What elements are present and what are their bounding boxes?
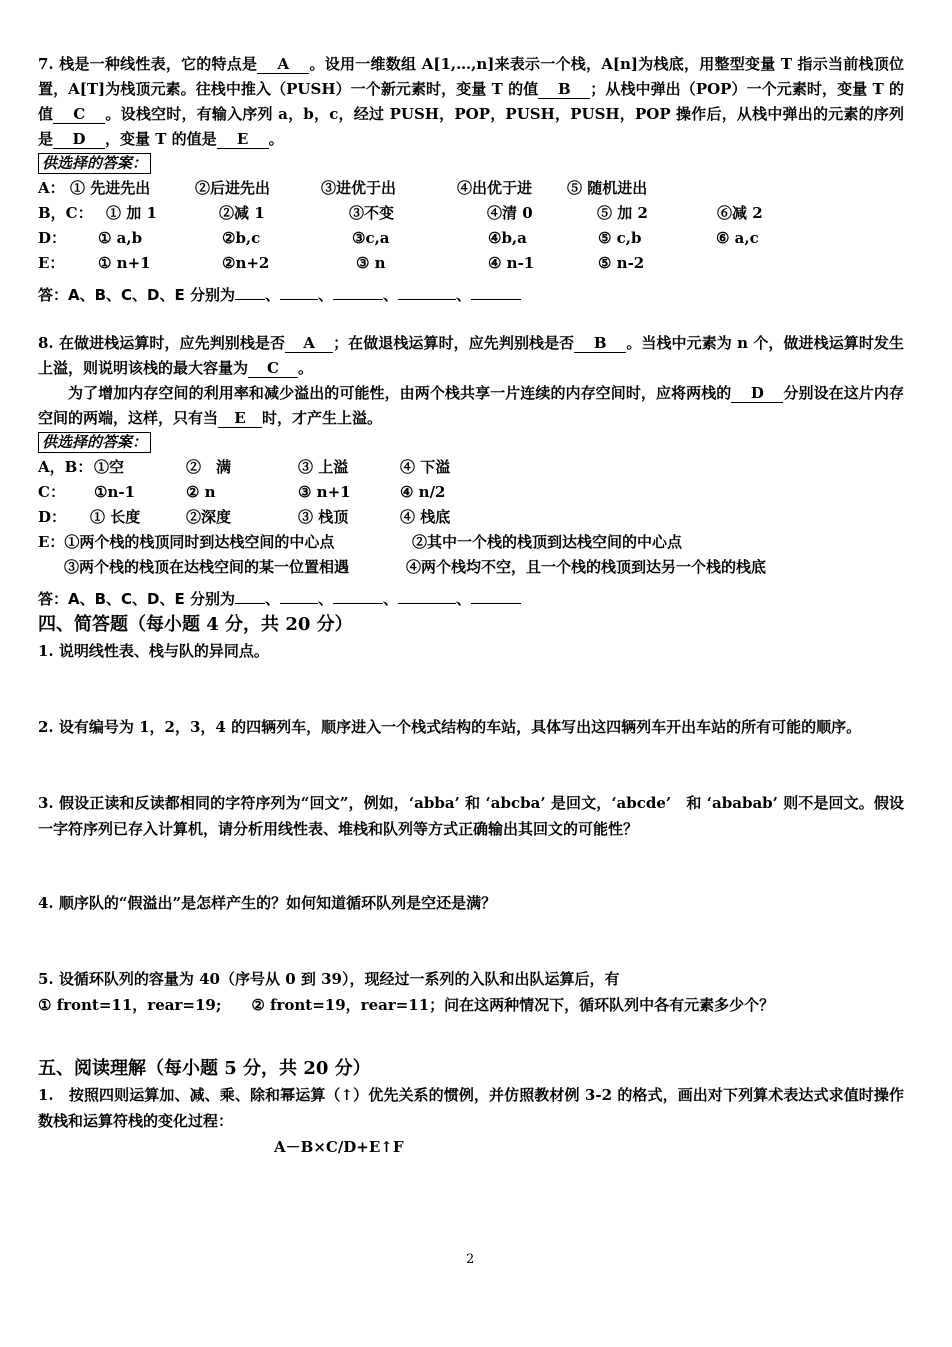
section-4-question-5: 5. 设循环队列的容量为 40（序号从 0 到 39），现经过一系列的入队和出队运算后，有 bbox=[38, 970, 620, 988]
blank-b[interactable]: B bbox=[574, 334, 626, 353]
option[interactable]: ④清 0 bbox=[487, 204, 533, 222]
option[interactable]: ③ n+1 bbox=[298, 483, 351, 501]
option[interactable]: ⑤ 随机进出 bbox=[567, 179, 648, 197]
exam-page bbox=[38, 52, 904, 1160]
section-5-title: 五、阅读理解（每小题 5 分，共 20 分） bbox=[38, 1058, 371, 1079]
options-box-label: 供选择的答案： bbox=[38, 432, 151, 453]
section-4-question-2: 2. 设有编号为 1，2，3，4 的四辆列车，顺序进入一个栈式结构的车站，具体写出这四辆列车开出车站的所有可能的顺序。 bbox=[38, 718, 862, 736]
question-8-paragraph-2: 为了增加内存空间的利用率和减少溢出的可能性，由两个栈共享一片连续的内存空间时，应将两栈的 D 分别设在这片内存空间的两端，这样，只有当 E 时，才产生上溢。 bbox=[38, 384, 904, 427]
options-row-d: D： ① a,b ②b,c ③c,a ④b,a ⑤ c,b ⑥ a,c bbox=[38, 226, 904, 251]
option[interactable]: ⑥减 2 bbox=[717, 204, 763, 222]
answer-blank[interactable] bbox=[471, 283, 521, 300]
option[interactable]: ②深度 bbox=[186, 508, 232, 526]
option[interactable]: ④两个栈均不空，且一个栈的栈顶到达另一个栈的栈底 bbox=[406, 558, 767, 576]
section-4-question-4: 4. 顺序队的“假溢出”是怎样产生的？如何知道循环队列是空还是满？ bbox=[38, 894, 497, 912]
option[interactable]: E：①两个栈的栈顶同时到达栈空间的中心点 bbox=[38, 533, 335, 551]
blank-e[interactable]: E bbox=[218, 409, 262, 428]
option[interactable]: ②其中一个栈的栈顶到达栈空间的中心点 bbox=[412, 533, 683, 551]
answer-blank[interactable] bbox=[398, 587, 456, 604]
question-8 bbox=[38, 331, 904, 612]
answer-blank[interactable] bbox=[235, 283, 265, 300]
option[interactable]: ⑤ n-2 bbox=[598, 254, 645, 272]
options-row-d: D： ① 长度 ②深度 ③ 栈顶 ④ 栈底 bbox=[38, 505, 904, 530]
option[interactable]: ④b,a bbox=[488, 229, 527, 247]
answer-line: 答：A、B、C、D、E 分别为 、 、 、 、 bbox=[38, 283, 904, 308]
section-4-title: 四、简答题（每小题 4 分，共 20 分） bbox=[38, 614, 353, 635]
section-5-question-1: 1. 按照四则运算加、减、乘、除和幂运算（↑）优先关系的惯例，并仿照教材例 3-2 的格式，画出对下列算术表达式求值时操作数栈和运算符栈的变化过程： bbox=[38, 1086, 904, 1130]
answer-line: 答：A、B、C、D、E 分别为 、 、 、 、 bbox=[38, 587, 904, 612]
option[interactable]: ④ n/2 bbox=[400, 483, 446, 501]
blank-c[interactable]: C bbox=[248, 359, 298, 378]
page-number: 2 bbox=[466, 1252, 475, 1267]
answer-blank[interactable] bbox=[280, 587, 318, 604]
blank-e[interactable]: E bbox=[217, 130, 269, 149]
option[interactable]: ⑤ 加 2 bbox=[597, 204, 648, 222]
options-row-a: A： ① 先进先出 ②后进先出 ③进优于出 ④出优于进 ⑤ 随机进出 bbox=[38, 176, 904, 201]
option[interactable]: ③ 栈顶 bbox=[298, 508, 349, 526]
options-box-label: 供选择的答案： bbox=[38, 153, 151, 174]
option[interactable]: ②b,c bbox=[222, 229, 261, 247]
section-4-question-3: 3. 假设正读和反读都相同的字符序列为“回文”，例如，‘abba’ 和 ‘abcba’ 是回文，‘abcde’ 和 ‘ababab’ 则不是回文。假设一字符序列已存入计算机，请分析用线性表、堆栈和队列等方式正确输出其回文的可能性？ bbox=[38, 794, 904, 838]
option[interactable]: ④ n-1 bbox=[488, 254, 535, 272]
options-row-ab: A，B： ①空 ② 满 ③ 上溢 ④ 下溢 bbox=[38, 455, 904, 480]
option[interactable]: ② n bbox=[186, 483, 216, 501]
section-4-question-5-cases: ① front=11，rear=19; ② front=19，rear=11；问在这两种情况下，循环队列中各有元素多少个？ bbox=[38, 996, 775, 1014]
question-7-stem: 7. 栈是一种线性表，它的特点是 A 。设用一维数组 A[1,…,n]来表示一个栈，A[n]为栈底，用整型变量 T 指示当前栈顶位置，A[T]为栈顶元素。往栈中推入（PUSH）一个新元素时，变量 T 的值 B ；从栈中弹出（POP）一个元素时，变量 T 的值 C 。设栈空时，有输入序列 a，b，c，经过 PUSH，POP，PUSH，PUSH，POP 操作后，从栈中弹出的元素的序列是 D ，变量 T 的值是 E 。 bbox=[38, 55, 904, 148]
option[interactable]: ④ 下溢 bbox=[400, 458, 451, 476]
option[interactable]: ① n+1 bbox=[98, 254, 151, 272]
blank-a[interactable]: A bbox=[285, 334, 333, 353]
section-4-question-1: 1. 说明线性表、栈与队的异同点。 bbox=[38, 642, 269, 660]
blank-d[interactable]: D bbox=[731, 384, 783, 403]
option[interactable]: ① a,b bbox=[98, 229, 143, 247]
option[interactable]: ③进优于出 bbox=[321, 179, 397, 197]
answer-blank[interactable] bbox=[333, 283, 383, 300]
question-7 bbox=[38, 52, 904, 308]
option[interactable]: ②减 1 bbox=[219, 204, 265, 222]
blank-a[interactable]: A bbox=[257, 55, 309, 74]
option[interactable]: ③两个栈的栈顶在达栈空间的某一位置相遇 bbox=[64, 558, 350, 576]
option[interactable]: ③c,a bbox=[352, 229, 390, 247]
option[interactable]: ⑥ a,c bbox=[716, 229, 759, 247]
option[interactable]: ①n-1 bbox=[94, 483, 136, 501]
blank-b[interactable]: B bbox=[538, 80, 590, 99]
options-row-e2 bbox=[38, 555, 904, 580]
options-row-e1 bbox=[38, 530, 904, 555]
option[interactable]: ⑤ c,b bbox=[598, 229, 642, 247]
blank-c[interactable]: C bbox=[53, 105, 105, 124]
option[interactable]: ③不变 bbox=[349, 204, 395, 222]
options-row-bc: B，C： ① 加 1 ②减 1 ③不变 ④清 0 ⑤ 加 2 ⑥减 2 bbox=[38, 201, 904, 226]
option[interactable]: ②后进先出 bbox=[195, 179, 271, 197]
option[interactable]: ② 满 bbox=[186, 458, 232, 476]
option[interactable]: ②n+2 bbox=[222, 254, 270, 272]
options-row-e: E： ① n+1 ②n+2 ③ n ④ n-1 ⑤ n-2 bbox=[38, 251, 904, 276]
option[interactable]: ③ 上溢 bbox=[298, 458, 349, 476]
expression-formula: A－B×C/D+E↑F bbox=[274, 1138, 404, 1156]
answer-blank[interactable] bbox=[471, 587, 521, 604]
answer-blank[interactable] bbox=[235, 587, 265, 604]
answer-blank[interactable] bbox=[333, 587, 383, 604]
option[interactable]: ① 长度 bbox=[90, 508, 141, 526]
options-row-c: C： ①n-1 ② n ③ n+1 ④ n/2 bbox=[38, 480, 904, 505]
option[interactable]: ④出优于进 bbox=[457, 179, 533, 197]
option[interactable]: ① 先进先出 bbox=[70, 179, 151, 197]
answer-blank[interactable] bbox=[398, 283, 456, 300]
question-8-stem: 8. 在做进栈运算时，应先判别栈是否 A ；在做退栈运算时，应先判别栈是否 B 。当栈中元素为 n 个，做进栈运算时发生上溢，则说明该栈的最大容量为 C 。 bbox=[38, 334, 904, 377]
option[interactable]: ① 加 1 bbox=[106, 204, 157, 222]
answer-blank[interactable] bbox=[280, 283, 318, 300]
option[interactable]: ③ n bbox=[356, 254, 386, 272]
option[interactable]: ④ 栈底 bbox=[400, 508, 451, 526]
blank-d[interactable]: D bbox=[53, 130, 105, 149]
option[interactable]: ①空 bbox=[94, 458, 125, 476]
